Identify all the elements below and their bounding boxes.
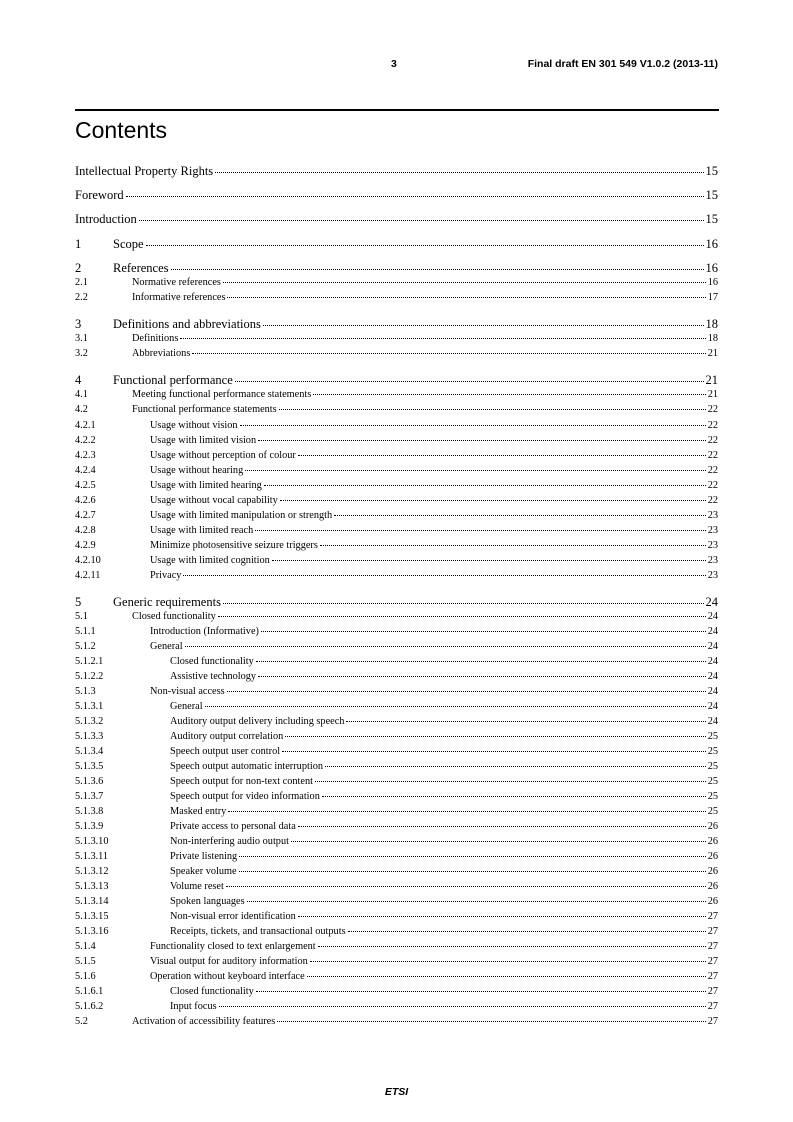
toc-entry-page: 23 — [707, 510, 718, 521]
toc-entry-page: 24 — [707, 686, 718, 697]
dot-leader — [258, 440, 706, 441]
toc-entry[interactable]: 5.1.3.8 Masked entry 25 — [75, 806, 718, 817]
toc-entry[interactable]: 5.1.3.3 Auditory output correlation 25 — [75, 731, 718, 742]
dot-leader — [255, 530, 705, 531]
toc-entry-page: 24 — [707, 611, 718, 622]
toc-entry[interactable]: 4.2.2 Usage with limited vision 22 — [75, 435, 718, 446]
toc-entry-page: 23 — [707, 570, 718, 581]
dot-leader — [277, 1021, 705, 1022]
toc-entry[interactable]: 5.1.6 Operation without keyboard interface 27 — [75, 971, 718, 982]
toc-entry[interactable]: 5.1.3.16 Receipts, tickets, and transactional outputs 27 — [75, 926, 718, 937]
toc-entry[interactable] — [75, 188, 718, 203]
toc-entry-title: Private access to personal data — [170, 821, 296, 832]
toc-entry[interactable]: 2.2 Informative references 17 — [75, 292, 718, 303]
dot-leader — [320, 545, 706, 546]
toc-entry[interactable]: 4.2.11 Privacy 23 — [75, 570, 718, 581]
dot-leader — [185, 646, 706, 647]
toc-entry-page: 17 — [707, 292, 718, 303]
toc-entry-title: References — [113, 261, 169, 275]
dot-leader — [139, 220, 704, 221]
toc-entry-title: Operation without keyboard interface — [150, 971, 305, 982]
toc-entry-number: 5 — [75, 595, 82, 609]
toc-entry-title: Assistive technology — [170, 671, 257, 682]
toc-entry[interactable]: 5.1.3.9 Private access to personal data 26 — [75, 821, 718, 832]
toc-entry-page: 16 — [705, 237, 718, 251]
dot-leader — [261, 631, 706, 632]
toc-entry-title: Closed functionality — [170, 656, 254, 667]
toc-entry-page: 27 — [707, 941, 718, 952]
toc-entry-title: Minimize photosensitive seizure triggers — [150, 540, 318, 551]
toc-entry-title: Non-visual access — [150, 686, 225, 697]
dot-leader — [239, 871, 706, 872]
dot-leader — [322, 796, 706, 797]
dot-leader — [282, 751, 706, 752]
dot-leader — [219, 1006, 706, 1007]
toc-entry-title: Activation of accessibility features — [132, 1016, 276, 1027]
toc-entry[interactable]: 3.1 Definitions 18 — [75, 333, 718, 344]
toc-entry-page: 18 — [705, 317, 718, 331]
footer-etsi: ETSI — [384, 1086, 409, 1098]
dot-leader — [228, 811, 705, 812]
toc-entry-page: 22 — [707, 435, 718, 446]
toc-entry[interactable]: 5.1 Closed functionality 24 — [75, 611, 718, 622]
toc-entry-page: 22 — [707, 420, 718, 431]
toc-entry-page: 27 — [707, 971, 718, 982]
dot-leader — [227, 297, 705, 298]
toc-entry-title: Spoken languages — [170, 896, 245, 907]
dot-leader — [315, 781, 706, 782]
toc-entry-title: Intellectual Property Rights — [75, 164, 214, 178]
toc-entry[interactable]: 5.1.3.1 General 24 — [75, 701, 718, 712]
toc-entry[interactable] — [75, 164, 718, 179]
toc-entry-title: Auditory output correlation — [170, 731, 284, 742]
toc-entry-page: 25 — [707, 761, 718, 772]
toc-entry-page: 22 — [707, 404, 718, 415]
dot-leader — [223, 282, 706, 283]
toc-entry-title: Speech output for video information — [170, 791, 320, 802]
toc-entry-page: 16 — [707, 277, 718, 288]
toc-entry-title: Meeting functional performance statements — [132, 389, 312, 400]
toc-entry-page: 27 — [707, 911, 718, 922]
toc-entry-page: 26 — [707, 836, 718, 847]
toc-entry-title: Functional performance statements — [132, 404, 277, 415]
toc-entry-page: 16 — [705, 261, 718, 275]
toc-entry[interactable]: 3.2 Abbreviations 21 — [75, 348, 718, 359]
toc-entry[interactable] — [75, 261, 718, 276]
toc-entry-page: 15 — [705, 212, 718, 226]
toc-entry[interactable]: 5.1.3.2 Auditory output delivery including speech 24 — [75, 716, 718, 727]
dot-leader — [310, 961, 706, 962]
toc-entry-title: Closed functionality — [132, 611, 216, 622]
toc-entry-page: 25 — [707, 806, 718, 817]
toc-entry-page: 21 — [707, 348, 718, 359]
toc-entry-title: Functionality closed to text enlargement — [150, 941, 316, 952]
dot-leader — [192, 353, 705, 354]
toc-entry-title: Usage with limited vision — [150, 435, 257, 446]
toc-entry-title: Volume reset — [170, 881, 224, 892]
dot-leader — [256, 991, 706, 992]
toc-entry-page: 22 — [707, 480, 718, 491]
dot-leader — [227, 691, 706, 692]
toc-entry-title: Masked entry — [170, 806, 227, 817]
toc-entry-title: Input focus — [170, 1001, 217, 1012]
toc-entry[interactable]: 5.1.3 Non-visual access 24 — [75, 686, 718, 697]
toc-entry[interactable]: 4.2.8 Usage with limited reach 23 — [75, 525, 718, 536]
toc-entry-title: General — [150, 641, 183, 652]
dot-leader — [183, 575, 705, 576]
toc-entry-title: Private listening — [170, 851, 238, 862]
toc-entry-page: 25 — [707, 731, 718, 742]
toc-entry-page: 22 — [707, 450, 718, 461]
toc-entry-title: Speaker volume — [170, 866, 237, 877]
dot-leader — [318, 946, 706, 947]
toc-entry[interactable] — [75, 212, 718, 227]
header-rule — [75, 109, 719, 111]
toc-entry-page: 25 — [707, 746, 718, 757]
toc-entry-title: Introduction — [75, 212, 137, 226]
toc-entry[interactable]: 5.1.4 Functionality closed to text enlargement 27 — [75, 941, 718, 952]
toc-entry-title: Foreword — [75, 188, 124, 202]
toc-entry-title: Visual output for auditory information — [150, 956, 308, 967]
page-number: 3 — [391, 58, 397, 70]
dot-leader — [239, 856, 705, 857]
dot-leader — [171, 269, 704, 270]
toc-entry-page: 27 — [707, 1001, 718, 1012]
dot-leader — [298, 455, 706, 456]
toc-entry[interactable]: 4.2.5 Usage with limited hearing 22 — [75, 480, 718, 491]
dot-leader — [256, 661, 706, 662]
toc-entry-title: Definitions — [132, 333, 179, 344]
toc-entry-title: Privacy — [150, 570, 182, 581]
dot-leader — [298, 916, 706, 917]
toc-entry-number: 3 — [75, 317, 82, 331]
toc-entry[interactable]: 5.1.2.2 Assistive technology 24 — [75, 671, 718, 682]
dot-leader — [180, 338, 705, 339]
dot-leader — [325, 766, 706, 767]
toc-entry-title: Closed functionality — [170, 986, 254, 997]
toc-entry-page: 24 — [707, 641, 718, 652]
toc-entry-page: 26 — [707, 896, 718, 907]
toc-entry[interactable] — [75, 595, 718, 610]
toc-entry-title: Receipts, tickets, and transactional outputs — [170, 926, 346, 937]
toc-entry-title: Usage with limited cognition — [150, 555, 270, 566]
toc-entry[interactable]: 5.1.1 Introduction (Informative) 24 — [75, 626, 718, 637]
toc-entry-title: Generic requirements — [113, 595, 221, 609]
toc-entry-page: 27 — [707, 956, 718, 967]
toc-entry[interactable]: 5.1.3.13 Volume reset 26 — [75, 881, 718, 892]
toc-entry-title: Speech output automatic interruption — [170, 761, 323, 772]
toc-entry-page: 18 — [707, 333, 718, 344]
toc-entry-title: Usage without hearing — [150, 465, 244, 476]
toc-entry-page: 15 — [705, 188, 718, 202]
toc-entry-title: Non-visual error identification — [170, 911, 296, 922]
dot-leader — [334, 515, 706, 516]
dot-leader — [348, 931, 706, 932]
toc-entry[interactable]: 4.2.10 Usage with limited cognition 23 — [75, 555, 718, 566]
toc-entry-title: Usage without vision — [150, 420, 238, 431]
toc-entry[interactable]: 5.1.3.4 Speech output user control 25 — [75, 746, 718, 757]
toc-entry[interactable]: 4.2.4 Usage without hearing 22 — [75, 465, 718, 476]
dot-leader — [313, 394, 705, 395]
toc-entry-page: 27 — [707, 986, 718, 997]
toc-entry-title: Introduction (Informative) — [150, 626, 259, 637]
toc-entry-page: 24 — [707, 656, 718, 667]
toc-entry[interactable]: 5.1.3.11 Private listening 26 — [75, 851, 718, 862]
dot-leader — [272, 560, 706, 561]
dot-leader — [226, 886, 706, 887]
page-title: Contents — [75, 117, 168, 143]
toc-entry-title: Definitions and abbreviations — [113, 317, 261, 331]
dot-leader — [280, 500, 706, 501]
toc-entry-page: 22 — [707, 465, 718, 476]
toc-entry[interactable]: 5.1.3.7 Speech output for video information 25 — [75, 791, 718, 802]
document-title: Final draft EN 301 549 V1.0.2 (2013-11) — [527, 58, 718, 70]
toc-entry-page: 24 — [707, 671, 718, 682]
toc-entry[interactable] — [75, 373, 718, 388]
toc-entry-page: 21 — [705, 373, 718, 387]
toc-entry-title: Usage with limited reach — [150, 525, 254, 536]
dot-leader — [346, 721, 705, 722]
dot-leader — [223, 603, 704, 604]
toc-entry-page: 23 — [707, 525, 718, 536]
toc-entry[interactable]: 4.2.7 Usage with limited manipulation or strength 23 — [75, 510, 718, 521]
toc-entry-title: Usage without perception of colour — [150, 450, 296, 461]
toc-entry-title: Abbreviations — [132, 348, 191, 359]
dot-leader — [285, 736, 705, 737]
toc-entry-title: Usage with limited hearing — [150, 480, 262, 491]
toc-entry-page: 26 — [707, 851, 718, 862]
toc-entry-title: General — [170, 701, 203, 712]
dot-leader — [205, 706, 706, 707]
dot-leader — [263, 325, 704, 326]
dot-leader — [258, 676, 706, 677]
dot-leader — [307, 976, 706, 977]
toc-entry[interactable]: 5.1.3.6 Speech output for non-text content 25 — [75, 776, 718, 787]
toc-entry[interactable]: 5.2 Activation of accessibility features 27 — [75, 1016, 718, 1027]
toc-entry[interactable] — [75, 317, 718, 332]
dot-leader — [291, 841, 706, 842]
toc-entry-title: Speech output for non-text content — [170, 776, 313, 787]
dot-leader — [240, 425, 706, 426]
toc-entry-page: 23 — [707, 540, 718, 551]
toc-entry-page: 26 — [707, 821, 718, 832]
toc-entry[interactable]: 4.2.1 Usage without vision 22 — [75, 420, 718, 431]
dot-leader — [245, 470, 705, 471]
toc-entry-title: Informative references — [132, 292, 226, 303]
toc-entry[interactable]: 5.1.6.1 Closed functionality 27 — [75, 986, 718, 997]
toc-entry-page: 21 — [707, 389, 718, 400]
toc-entry-title: Non-interfering audio output — [170, 836, 289, 847]
toc-entry-title: Speech output user control — [170, 746, 281, 757]
toc-entry-page: 25 — [707, 791, 718, 802]
toc-entry[interactable]: 4.1 Meeting functional performance statements 21 — [75, 389, 718, 400]
toc-entry[interactable]: 5.1.6.2 Input focus 27 — [75, 1001, 718, 1012]
toc-entry[interactable]: 5.1.3.10 Non-interfering audio output 26 — [75, 836, 718, 847]
toc-entry-number: 4 — [75, 373, 82, 387]
toc-entry[interactable]: 4.2.3 Usage without perception of colour 22 — [75, 450, 718, 461]
toc-entry[interactable]: 5.1.2 General 24 — [75, 641, 718, 652]
toc-entry-page: 24 — [707, 626, 718, 637]
toc-entry-page: 25 — [707, 776, 718, 787]
toc-entry[interactable]: 5.1.3.12 Speaker volume 26 — [75, 866, 718, 877]
toc-entry[interactable]: 4.2.6 Usage without vocal capability 22 — [75, 495, 718, 506]
dot-leader — [146, 245, 704, 246]
toc-entry[interactable]: 4.2 Functional performance statements 22 — [75, 404, 718, 415]
toc-entry-title: Usage with limited manipulation or strength — [150, 510, 333, 521]
toc-entry-title: Usage without vocal capability — [150, 495, 278, 506]
toc-entry-page: 22 — [707, 495, 718, 506]
toc-entry-number: 1 — [75, 237, 82, 251]
toc-entry-title: Scope — [113, 237, 144, 251]
toc-entry-title: Functional performance — [113, 373, 233, 387]
dot-leader — [235, 381, 704, 382]
dot-leader — [215, 172, 703, 173]
dot-leader — [247, 901, 706, 902]
toc-entry-page: 24 — [707, 701, 718, 712]
toc-entry-page: 27 — [707, 926, 718, 937]
toc-entry-title: Auditory output delivery including speech — [170, 716, 345, 727]
toc-entry-title: Normative references — [132, 277, 221, 288]
toc-entry-page: 24 — [705, 595, 718, 609]
toc-entry[interactable] — [75, 237, 718, 252]
toc-entry[interactable]: 5.1.5 Visual output for auditory information 27 — [75, 956, 718, 967]
toc-entry[interactable]: 5.1.3.14 Spoken languages 26 — [75, 896, 718, 907]
dot-leader — [298, 826, 706, 827]
dot-leader — [218, 616, 706, 617]
toc-entry[interactable]: 2.1 Normative references 16 — [75, 277, 718, 288]
toc-entry-page: 27 — [707, 1016, 718, 1027]
toc-entry[interactable]: 5.1.3.5 Speech output automatic interruption 25 — [75, 761, 718, 772]
dot-leader — [279, 409, 706, 410]
dot-leader — [264, 485, 706, 486]
toc-entry-number: 2 — [75, 261, 82, 275]
toc-entry-page: 24 — [707, 716, 718, 727]
toc-entry[interactable]: 4.2.9 Minimize photosensitive seizure triggers 23 — [75, 540, 718, 551]
toc-entry-page: 26 — [707, 866, 718, 877]
toc-entry-page: 23 — [707, 555, 718, 566]
toc-entry[interactable]: 5.1.2.1 Closed functionality 24 — [75, 656, 718, 667]
dot-leader — [126, 196, 704, 197]
toc-entry[interactable]: 5.1.3.15 Non-visual error identification 27 — [75, 911, 718, 922]
toc-entry-page: 15 — [705, 164, 718, 178]
toc-entry-page: 26 — [707, 881, 718, 892]
